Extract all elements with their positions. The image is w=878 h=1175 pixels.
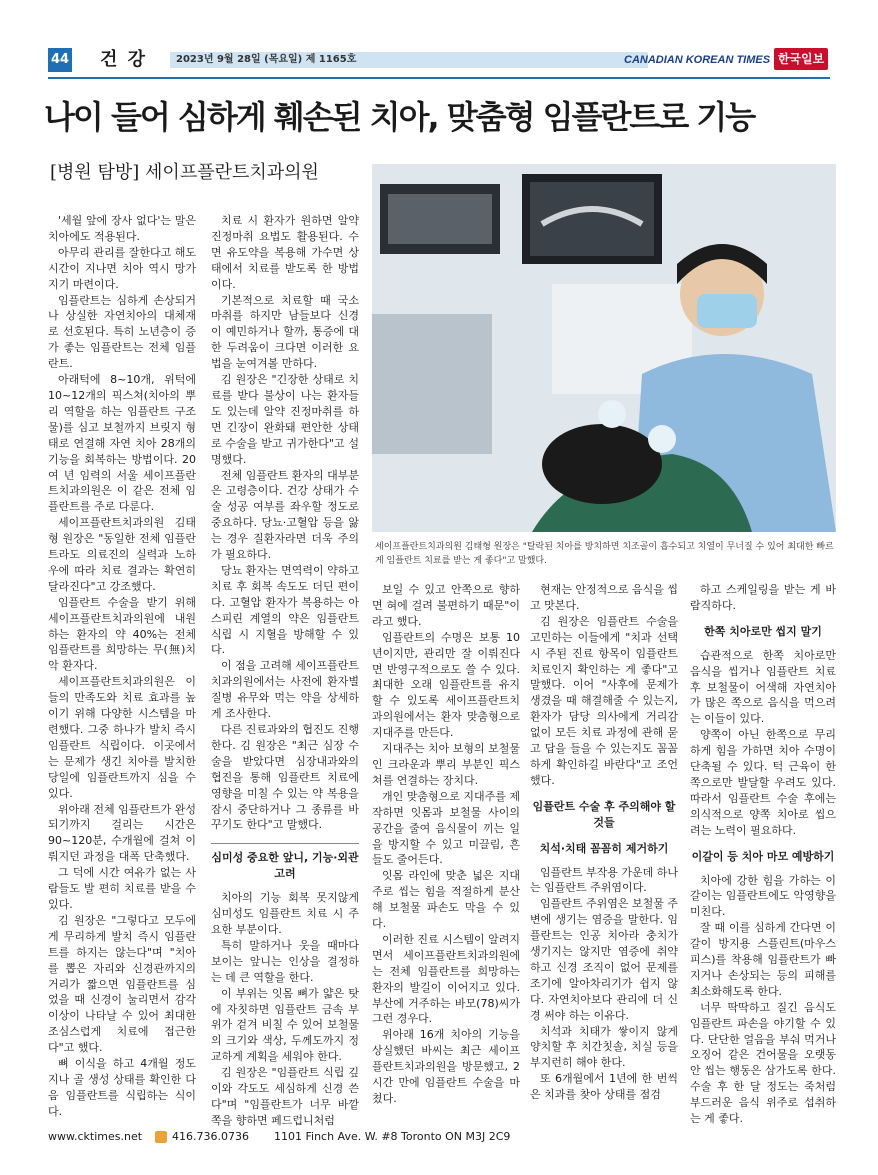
dentist-photo-illustration [372,164,836,532]
paragraph: 전체 임플란트 환자의 대부분은 고령층이다. 건강 상태가 수술 성공 여부를 좌우할 정도로 중요하다. 당뇨·고혈압 등을 앓는 경우 질환자라면 더욱 주의가 필요하다. [211,468,359,562]
page-footer [48,1127,836,1147]
section-subhead: 심미성 중요한 앞니, 기능·외관 고려 [211,843,359,882]
paragraph: 그 덕에 시간 여유가 없는 사람들도 발 편히 치료를 받을 수 있다. [48,866,196,911]
paragraph: 개인 맞춤형으로 지대주를 제작하면 잇몸과 보철물 사이의 공간을 줄여 음식물이 끼는 일을 방지할 수 있고 미끌림, 흔들도 줄어든다. [372,789,520,867]
page-header [48,48,828,74]
paragraph: 양쪽이 아닌 한쪽으로 무리하게 힘을 가하면 치아 수명이 단축될 수 있다. 턱 근육이 한쪽으로만 발달할 우려도 있다. 따라서 임플란트 수술 후에는 의식적으로 양쪽 치아로 씹으려는 노력이 필요하다. [690,728,836,837]
paragraph: 현재는 안정적으로 음식을 씹고 맛본다. [530,583,678,612]
article-headline: 나이 들어 심하게 훼손된 치아, 맞춤형 임플란트로 기능 [44,98,755,136]
paragraph: 다른 진료과와의 협진도 진행한다. 김 원장은 "최근 심장 수술을 받았다면 심장내과와의 협진을 통해 임플란트 치료에 영향을 미칠 수 있는 약 복용을 잠시 중단하거나 그 종류를 바꾸기도 한다"고 말했다. [211,723,359,832]
paragraph: 세이프플란트치과의원은 이들의 만족도와 치료 효과를 높이기 위해 다양한 시스템을 마련했다. 그중 하나가 발치 즉시 임플란트 식립이다. 이곳에서는 문제가 생긴 치아를 발치한 당일에 임플란트까지 심을 수 있다. [48,675,196,800]
paragraph: 아래턱에 8~10개, 위턱에 10~12개의 픽스쳐(치아의 뿌리 역할을 하는 임플란트 구조물)를 심고 보철까지 브릿지 형태로 연결해 자연 치아 28개의 기능을 회복하는 방법이다. 20여 년 임력의 서울 세이프플란트치과의원은 이 같은 전체 임플란트를 주로 다룬다. [48,373,196,514]
section-title: 건 강 [100,49,148,70]
photo-caption: 세이프플란트치과의원 김태형 원장은 "탈락된 치아를 방치하면 치조골이 흡수되고 치열이 무너질 수 있어 최대한 빠르게 임플란트 치료를 받는 게 좋다"고 말했다. [375,542,834,566]
paragraph: 임플란트는 심하게 손상되거나 상실한 자연치아의 대체재로 선호된다. 특히 노년층이 증가 좋는 임플란트는 전체 임플란트. [48,293,196,371]
paragraph: 습관적으로 한쪽 치아로만 음식을 씹거나 임플란트 치료 후 보철물이 어색해 자연치아가 많은 쪽으로 음식을 먹으려는 이들이 있다. [690,648,836,726]
newspaper-logo: 한국일보 [774,48,828,70]
paragraph: 김 원장은 "그렇다고 모두에게 무리하게 발치 즉시 임플란트를 하지는 않는다"며 "치아를 뽑은 자리와 신경관까지의 거리가 짧으면 임플란트를 심었을 때 신경이 눌리면서 감각 이상이 나타날 수 있어 최대한 조심스럽게 치료에 접근한다"고 했다. [48,913,196,1055]
header-divider [48,77,830,79]
paragraph: 치아의 기능 회복 못지않게 심미성도 임플란트 치료 시 주요한 부분이다. [211,891,359,936]
paragraph: 임플란트 수술을 받기 위해 세이프플란트치과의원에 내원하는 환자의 약 40%는 전체 임플란트를 희망하는 무(無)치악 환자다. [48,595,196,673]
paragraph: 세이프플란트치과의원 김태형 원장은 "동일한 전체 임플란트라도 의료진의 실력과 노하우에 따라 치료 결과는 확연히 달라진다"고 강조했다. [48,516,196,593]
article-column-5 [690,582,836,1127]
section-subhead: 한쪽 치아로만 씹지 말기 [704,624,822,638]
paragraph: 잘 때 이를 심하게 간다면 이갈이 방지용 스플린트(마우스피스)를 착용해 임플란트가 빠지거나 손상되는 등의 피해를 최소화해도록 한다. [690,921,836,998]
paragraph: 당뇨 환자는 면역력이 약하고 치료 후 회복 속도도 더딘 편이다. 고혈압 환자가 복용하는 아스피린 계열의 약은 임플란트 식립 시 지혈을 방해할 수 있다. [211,563,359,657]
paragraph: 또 6개월에서 1년에 한 번씩은 치과를 찾아 상태를 점검 [530,1072,678,1102]
article-column-2 [211,213,359,1127]
page-number: 44 [48,48,72,72]
address: 1101 Finch Ave. W. #8 Toronto ON M3J 2C9 [274,1130,511,1143]
paragraph: 뼈 이식을 하고 4개월 정도 지나 골 생성 상태를 확인한 다음 임플란트를 식립하는 식이다. [48,1057,196,1118]
paragraph: 위아래 전체 임플란트가 완성되기까지 걸리는 시간은 90~120분, 수개월에 걸쳐 이뤄지던 과정을 대폭 단축했다. [48,802,196,864]
section-subhead: 이갈이 등 치아 마모 예방하기 [691,849,835,863]
article-column-4 [530,582,678,1127]
paragraph: 이 점을 고려해 세이프플란트치과의원에서는 사전에 환자별 질병 유무와 먹는 약을 상세하게 조사한다. [211,659,359,721]
paragraph: 너무 딱딱하고 질긴 음식도 임플란트 파손을 야기할 수 있다. 단단한 얼음을 부숴 먹거나 오징어 같은 건어물을 오랫동안 씹는 행동은 삼가도록 한다. 수술 후 한 달 정도는 죽처럼 부드러운 음식 위주로 섭취하는 게 좋다. [690,1000,836,1126]
paragraph: 보일 수 있고 안쪽으로 향하면 혀에 걸려 불편하기 때문"이라고 했다. [372,583,520,628]
section-subhead: 임플란트 수술 후 주의해야 할 것들 [532,799,676,829]
paragraph: 임플란트 부작용 가운데 하나는 임플란트 주위염이다. [530,865,678,895]
paragraph: 치아에 강한 힘을 가하는 이갈이는 임플란트에도 악영향을 미친다. [690,873,836,919]
article-column-3 [372,582,520,1127]
issue-date: 2023년 9월 28일 (목요일) 제 1165호 [176,54,357,65]
paragraph: 지대주는 치아 보형의 보철물인 크라운과 뿌리 부분인 픽스쳐를 연결하는 장치다. [372,742,520,787]
paragraph: 김 원장은 임플란트 수술을 고민하는 이들에게 "치과 선택 시 주된 진료 항목이 임플란트 치료인지 확인하는 게 좋다"고 말했다. 이어 "사후에 문제가 생겼을 때 해결해줄 수 있는지, 환자가 담당 의사에게 거리감 없이 모든 치료 과정에 관해 묻고 답을 들을 수 있는지도 꼼꼼하게 확인하길 바란다"고 조언했다. [530,614,678,787]
paragraph: 특히 말하거나 웃을 때마다 보이는 앞니는 인상을 결정하는 데 큰 역할을 한다. [211,938,359,984]
phone-icon [155,1131,167,1143]
paragraph: 치료 시 환자가 원하면 알약 진정마취 요법도 활용된다. 수면 유도약을 복용해 가수면 상태에서 치료를 받도록 한 방법이다. [211,214,359,291]
article-column-1 [48,213,196,1127]
paragraph: 기본적으로 치료할 때 국소 마취를 하지만 남들보다 신경이 예민하거나 할까, 통증에 대한 두려움이 크다면 이러한 요법을 눈여겨볼 만하다. [211,293,359,371]
paragraph: 치석과 치태가 쌓이지 않게 양치할 후 치간칫솔, 치실 등을 부지런히 해야 한다. [530,1024,678,1070]
phone-number: 416.736.0736 [172,1130,249,1143]
paragraph: 아무리 관리를 잘한다고 해도 시간이 지나면 치아 역시 망가지기 마련이다. [48,245,196,291]
paragraph: 김 원장은 "임플란트 식립 깊이와 각도도 세심하게 신경 쓴다"며 "임플란트가 너무 바깥쪽을 향하면 페드럽니처럼 [211,1066,359,1127]
paragraph: 임플란트 주위염은 보철물 주변에 생기는 염증을 말한다. 임플란트는 인공 치아라 충치가 생기지는 않지만 염증에 취약하고 신경 조직이 없어 문제를 조기에 알아차리기가 쉽지 않다. 자연치아보다 관리에 더 신경 써야 하는 이유다. [530,897,678,1022]
paragraph: 이 부위는 잇몸 뼈가 얇은 탓에 자칫하면 임플란트 금속 부위가 겉겨 비칠 수 있어 보철물의 크기와 색상, 두께도까지 정교하게 계획을 세워야 한다. [211,986,359,1064]
paragraph: 위아래 16개 치아의 기능을 상실했던 바씨는 최근 세이프플란트치과의원을 방문했고, 2시간 만에 임플란트 수술을 마쳤다. [372,1028,520,1105]
paragraph: 하고 스케일링을 받는 게 바람직하다. [690,583,836,612]
paragraph: 잇몸 라인에 맞춘 넓은 지대주로 씹는 힘을 적절하게 분산해 보철물 파손도 막을 수 있다. [372,869,520,931]
newspaper-name: CANADIAN KOREAN TIMES [624,54,771,66]
article-kicker: [병원 탐방] 세이프플란트치과의원 [50,162,319,183]
paragraph: 김 원장은 "긴장한 상태로 치료를 받다 불상이 나는 환자들도 있는데 알약 진정마취를 하면 긴장이 완화돼 편안한 상태로 수술을 받고 귀가한다"고 설명했다. [211,373,359,466]
paragraph: 이러한 진료 시스템이 알려지면서 세이프플란트치과의원에는 전체 임플란트를 희망하는 환자의 발길이 이어지고 있다. 부산에 거주하는 바모(78)씨가 그런 경우다. [372,932,520,1026]
article-photo [372,164,836,532]
paragraph: '세월 앞에 장사 없다'는 말은 치아에도 적용된다. [48,214,196,243]
website-link[interactable]: www.cktimes.net [48,1130,143,1143]
paragraph: 임플란트의 수명은 보통 10년이지만, 관리만 잘 이뤄진다면 반영구적으로도 쓸 수 있다. 최대한 오래 임플란트를 유지할 수 있도록 세이프플란트치과의원에서는 환자 맞춤형으로 지대주를 만든다. [372,630,520,740]
section-subhead: 치석·치태 꼼꼼히 제거하기 [539,841,669,855]
